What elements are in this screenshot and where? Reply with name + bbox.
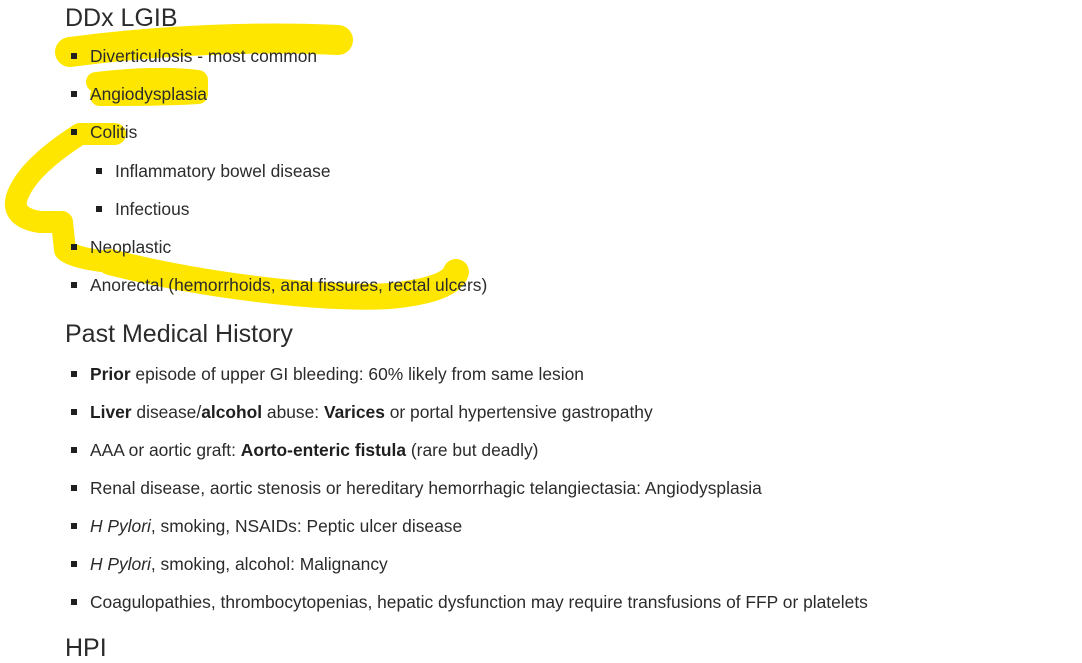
bullet-marker (71, 599, 77, 605)
list-item-text (90, 401, 653, 423)
emphasis-text: Liver (90, 402, 132, 422)
italic-text: H Pylori (90, 516, 151, 536)
body-text: episode of upper GI bleeding: 60% likely from same lesion (130, 364, 584, 384)
bullet-marker (71, 53, 77, 59)
emphasis-text: alcohol (201, 402, 263, 422)
bullet-marker (96, 206, 102, 212)
list-item-text: Angiodysplasia (90, 84, 207, 104)
list-item-text: Diverticulosis - most common (90, 46, 318, 66)
emphasis-text: Aorto-enteric fistula (240, 440, 407, 460)
body-text: Renal disease, aortic stenosis or hereditary hemorrhagic telangiectasia: Angiodysplasia (90, 478, 762, 498)
sub-list-item-text: Inflammatory bowel disease (115, 161, 331, 181)
bullet-marker (71, 371, 77, 377)
sub-list-item-text: Infectious (115, 199, 190, 219)
list-item-text (90, 439, 538, 461)
bullet-marker (71, 447, 77, 453)
ddx-heading: DDx LGIB (65, 4, 178, 32)
list-item-text (90, 553, 388, 575)
body-text: , smoking, NSAIDs: Peptic ulcer disease (150, 516, 463, 536)
list-item-text (90, 477, 762, 499)
bullet-marker (96, 168, 102, 174)
list-item-text (90, 515, 462, 537)
italic-text: H Pylori (90, 554, 151, 574)
bullet-marker (71, 561, 77, 567)
bullet-marker (71, 485, 77, 491)
emphasis-text: Varices (323, 402, 385, 422)
body-text: , smoking, alcohol: Malignancy (150, 554, 388, 574)
body-text: AAA or aortic graft: (90, 440, 241, 460)
pmh-heading: Past Medical History (65, 320, 293, 348)
bullet-marker (71, 409, 77, 415)
bullet-marker (71, 282, 77, 288)
body-text: or portal hypertensive gastropathy (384, 402, 653, 422)
body-text: Coagulopathies, thrombocytopenias, hepatic dysfunction may require transfusions of FFP or platelets (90, 592, 868, 612)
emphasis-text: Prior (90, 364, 131, 384)
bullet-marker (71, 91, 77, 97)
bullet-marker (71, 129, 77, 135)
list-item-text (90, 591, 868, 613)
body-text: disease/ (131, 402, 202, 422)
body-text: abuse: (262, 402, 324, 422)
bullet-marker (71, 244, 77, 250)
body-text: (rare but deadly) (406, 440, 539, 460)
list-item-text (90, 363, 584, 385)
list-item-text: Colitis (90, 122, 138, 142)
list-item-text: Anorectal (hemorrhoids, anal fissures, rectal ulcers) (90, 275, 488, 295)
list-item-text: Neoplastic (90, 237, 172, 257)
bullet-marker (71, 523, 77, 529)
hpi-heading: HPI (65, 634, 107, 662)
